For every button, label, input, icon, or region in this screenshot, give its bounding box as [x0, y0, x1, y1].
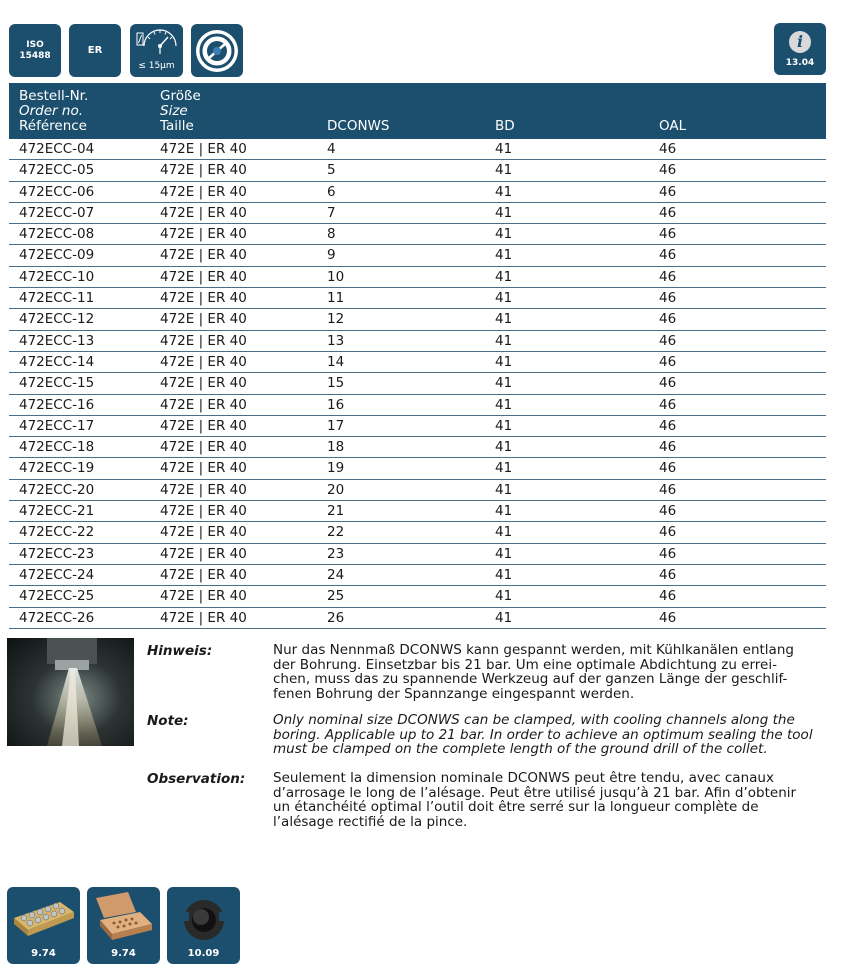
- collet-tray-image: [10, 890, 77, 945]
- oal-cell: 46: [659, 524, 677, 541]
- note-line: l’alésage rectifié de la pince.: [273, 813, 468, 830]
- size-cell: 472E | ER 40: [160, 226, 247, 243]
- order-no-cell: 472ECC-21: [19, 503, 95, 520]
- oal-cell: 46: [659, 566, 677, 583]
- table-row: [9, 522, 826, 543]
- bd-cell: 41: [495, 503, 513, 520]
- oal-cell: 46: [659, 460, 677, 477]
- size-cell: 472E | ER 40: [160, 417, 247, 434]
- table-row: [9, 586, 826, 607]
- order-no-cell: 472ECC-08: [19, 226, 95, 243]
- size-cell: 472E | ER 40: [160, 524, 247, 541]
- table-row: [9, 480, 826, 501]
- bd-cell: 41: [495, 439, 513, 456]
- note-text-en: [273, 713, 818, 757]
- bd-cell: 41: [495, 268, 513, 285]
- bd-cell: 41: [495, 460, 513, 477]
- table-row: [9, 160, 826, 181]
- note-line: d’arrosage le long de l’alésage. Peut être utilisé jusqu’à 21 bar. Afin d’obtenir: [273, 784, 797, 801]
- dconws-cell: 19: [327, 460, 345, 477]
- dconws-cell: 13: [327, 332, 345, 349]
- bd-cell: 41: [495, 396, 513, 413]
- dconws-cell: 9: [327, 247, 336, 264]
- size-cell: 472E | ER 40: [160, 460, 247, 477]
- order-no-cell: 472ECC-24: [19, 566, 95, 583]
- oal-cell: 46: [659, 311, 677, 328]
- table-row: [9, 565, 826, 586]
- bd-cell: 41: [495, 290, 513, 307]
- accessory-wooden-box[interactable]: [87, 887, 160, 964]
- header-order-no: Bestell-Nr. Order no. Référence: [19, 88, 89, 134]
- dconws-cell: 7: [327, 204, 336, 221]
- order-no-cell: 472ECC-18: [19, 439, 95, 456]
- bd-cell: 41: [495, 609, 513, 626]
- bd-cell: 41: [495, 375, 513, 392]
- coolant-badge: [191, 24, 243, 77]
- dconws-cell: 24: [327, 566, 345, 583]
- bd-cell: 41: [495, 417, 513, 434]
- table-row: [9, 373, 826, 394]
- dconws-cell: 16: [327, 396, 345, 413]
- size-cell: 472E | ER 40: [160, 503, 247, 520]
- oal-cell: 46: [659, 226, 677, 243]
- note-label-de: Hinweis:: [147, 643, 213, 659]
- header-dconws: DCONWS: [327, 118, 390, 134]
- order-no-cell: 472ECC-12: [19, 311, 95, 328]
- info-page-ref: 13.04: [785, 57, 815, 68]
- oal-cell: 46: [659, 353, 677, 370]
- dconws-cell: 4: [327, 141, 336, 157]
- note-label-fr: Observation:: [147, 771, 246, 787]
- clamping-nut-image: [170, 890, 237, 945]
- note-line: der Bohrung. Einsetzbar bis 21 bar. Um eine optimale Abdichtung zu errei-: [273, 656, 777, 673]
- table-row: [9, 203, 826, 224]
- tolerance-label: ≤ 15µm: [138, 61, 175, 71]
- dconws-cell: 12: [327, 311, 345, 328]
- oal-cell: 46: [659, 417, 677, 434]
- dconws-cell: 22: [327, 524, 345, 541]
- oal-cell: 46: [659, 204, 677, 221]
- size-cell: 472E | ER 40: [160, 162, 247, 179]
- oal-cell: 46: [659, 545, 677, 562]
- dconws-cell: 11: [327, 290, 345, 307]
- note-line: fenen Bohrung der Spannzange eingespannt werden.: [273, 685, 635, 702]
- table-row: [9, 458, 826, 479]
- dconws-cell: 8: [327, 226, 336, 243]
- table-row: [9, 416, 826, 437]
- size-cell: 472E | ER 40: [160, 545, 247, 562]
- order-no-cell: 472ECC-05: [19, 162, 95, 179]
- iso-15488-badge: [9, 24, 61, 77]
- order-no-cell: 472ECC-11: [19, 290, 95, 307]
- order-no-cell: 472ECC-09: [19, 247, 95, 264]
- note-line: Seulement la dimension nominale DCONWS peut être tendu, avec canaux: [273, 770, 774, 786]
- order-no-cell: 472ECC-10: [19, 268, 95, 285]
- oal-cell: 46: [659, 439, 677, 456]
- dconws-cell: 15: [327, 375, 345, 392]
- size-cell: 472E | ER 40: [160, 141, 247, 157]
- oal-cell: 46: [659, 609, 677, 626]
- accessory-ref-1: 9.74: [31, 948, 56, 959]
- table-row: [9, 182, 826, 203]
- bd-cell: 41: [495, 247, 513, 264]
- oal-cell: 46: [659, 162, 677, 179]
- table-row: [9, 309, 826, 330]
- dconws-cell: 23: [327, 545, 345, 562]
- order-no-cell: 472ECC-23: [19, 545, 95, 562]
- accessory-clamping-nut[interactable]: [167, 887, 240, 964]
- oal-cell: 46: [659, 375, 677, 392]
- order-no-cell: 472ECC-17: [19, 417, 95, 434]
- table-row: [9, 352, 826, 373]
- size-cell: 472E | ER 40: [160, 609, 247, 626]
- dconws-cell: 10: [327, 268, 345, 285]
- bd-cell: 41: [495, 183, 513, 200]
- order-no-cell: 472ECC-16: [19, 396, 95, 413]
- oal-cell: 46: [659, 268, 677, 285]
- order-no-cell: 472ECC-14: [19, 353, 95, 370]
- table-body: [9, 139, 826, 629]
- order-no-cell: 472ECC-15: [19, 375, 95, 392]
- size-cell: 472E | ER 40: [160, 183, 247, 200]
- oal-cell: 46: [659, 503, 677, 520]
- er-badge: [69, 24, 121, 77]
- oal-cell: 46: [659, 588, 677, 605]
- order-no-cell: 472ECC-19: [19, 460, 95, 477]
- table-row: [9, 224, 826, 245]
- bd-cell: 41: [495, 332, 513, 349]
- coolant-target-icon: [194, 28, 240, 74]
- size-cell: 472E | ER 40: [160, 204, 247, 221]
- table-row: [9, 331, 826, 352]
- bd-cell: 41: [495, 353, 513, 370]
- bd-cell: 41: [495, 481, 513, 498]
- oal-cell: 46: [659, 247, 677, 264]
- accessory-ref-3: 10.09: [187, 948, 220, 959]
- order-no-cell: 472ECC-06: [19, 183, 95, 200]
- bd-cell: 41: [495, 141, 513, 157]
- accessory-ref-2: 9.74: [111, 948, 136, 959]
- header-size: Größe Size Taille: [160, 88, 201, 134]
- size-cell: 472E | ER 40: [160, 375, 247, 392]
- bd-cell: 41: [495, 545, 513, 562]
- note-line: Only nominal size DCONWS can be clamped, with cooling channels along the: [273, 712, 795, 728]
- dconws-cell: 26: [327, 609, 345, 626]
- wooden-box-image: [90, 890, 157, 945]
- dconws-cell: 14: [327, 353, 345, 370]
- order-no-cell: 472ECC-25: [19, 588, 95, 605]
- info-icon: i: [789, 31, 811, 53]
- dconws-cell: 5: [327, 162, 336, 179]
- table-row: [9, 267, 826, 288]
- table-row: [9, 139, 826, 160]
- note-line: boring. Applicable up to 21 bar. In order to achieve an optimum sealing the tool: [273, 726, 813, 743]
- table-row: [9, 501, 826, 522]
- note-text-de: [273, 643, 818, 701]
- tolerance-badge: [130, 24, 183, 77]
- oal-cell: 46: [659, 290, 677, 307]
- size-cell: 472E | ER 40: [160, 332, 247, 349]
- size-cell: 472E | ER 40: [160, 311, 247, 328]
- dconws-cell: 17: [327, 417, 345, 434]
- table-row: [9, 245, 826, 266]
- bd-cell: 41: [495, 566, 513, 583]
- oal-cell: 46: [659, 396, 677, 413]
- oal-cell: 46: [659, 481, 677, 498]
- bd-cell: 41: [495, 588, 513, 605]
- dconws-cell: 21: [327, 503, 345, 520]
- size-cell: 472E | ER 40: [160, 439, 247, 456]
- table-header: [9, 83, 826, 139]
- order-no-cell: 472ECC-13: [19, 332, 95, 349]
- note-line: must be clamped on the complete length of the ground drill of the collet.: [273, 741, 768, 757]
- oal-cell: 46: [659, 183, 677, 200]
- size-cell: 472E | ER 40: [160, 588, 247, 605]
- table-row: [9, 288, 826, 309]
- header-oal: OAL: [659, 118, 687, 134]
- table-row: [9, 437, 826, 458]
- order-no-cell: 472ECC-20: [19, 481, 95, 498]
- size-cell: 472E | ER 40: [160, 566, 247, 583]
- order-no-cell: 472ECC-04: [19, 141, 95, 157]
- dconws-cell: 6: [327, 183, 336, 200]
- oal-cell: 46: [659, 332, 677, 349]
- iso-number: 15488: [19, 50, 51, 61]
- size-cell: 472E | ER 40: [160, 247, 247, 264]
- bd-cell: 41: [495, 226, 513, 243]
- bd-cell: 41: [495, 311, 513, 328]
- size-cell: 472E | ER 40: [160, 396, 247, 413]
- bd-cell: 41: [495, 524, 513, 541]
- size-cell: 472E | ER 40: [160, 290, 247, 307]
- header-bd: BD: [495, 118, 515, 134]
- dconws-cell: 18: [327, 439, 345, 456]
- table-row: [9, 395, 826, 416]
- order-no-cell: 472ECC-07: [19, 204, 95, 221]
- coolant-spray-photo: [7, 638, 134, 746]
- bd-cell: 41: [495, 204, 513, 221]
- note-line: chen, muss das zu spannende Werkzeug auf der ganzen Länge der geschlif-: [273, 671, 788, 687]
- accessory-collet-set[interactable]: [7, 887, 80, 964]
- dconws-cell: 20: [327, 481, 345, 498]
- info-reference-badge[interactable]: [774, 23, 826, 75]
- size-cell: 472E | ER 40: [160, 268, 247, 285]
- oal-cell: 46: [659, 141, 677, 157]
- note-line: un étanchéité optimal l’outil doit être serré sur la longueur complète de: [273, 799, 759, 815]
- table-row: [9, 608, 826, 629]
- er-label: ER: [87, 45, 103, 56]
- bd-cell: 41: [495, 162, 513, 179]
- note-label-en: Note:: [147, 713, 189, 729]
- iso-label: ISO: [26, 39, 44, 50]
- dconws-cell: 25: [327, 588, 345, 605]
- note-line: Nur das Nennmaß DCONWS kann gespannt werden, mit Kühlkanälen entlang: [273, 642, 794, 658]
- order-no-cell: 472ECC-26: [19, 609, 95, 626]
- note-text-fr: [273, 771, 818, 829]
- table-row: [9, 544, 826, 565]
- size-cell: 472E | ER 40: [160, 481, 247, 498]
- order-no-cell: 472ECC-22: [19, 524, 95, 541]
- size-cell: 472E | ER 40: [160, 353, 247, 370]
